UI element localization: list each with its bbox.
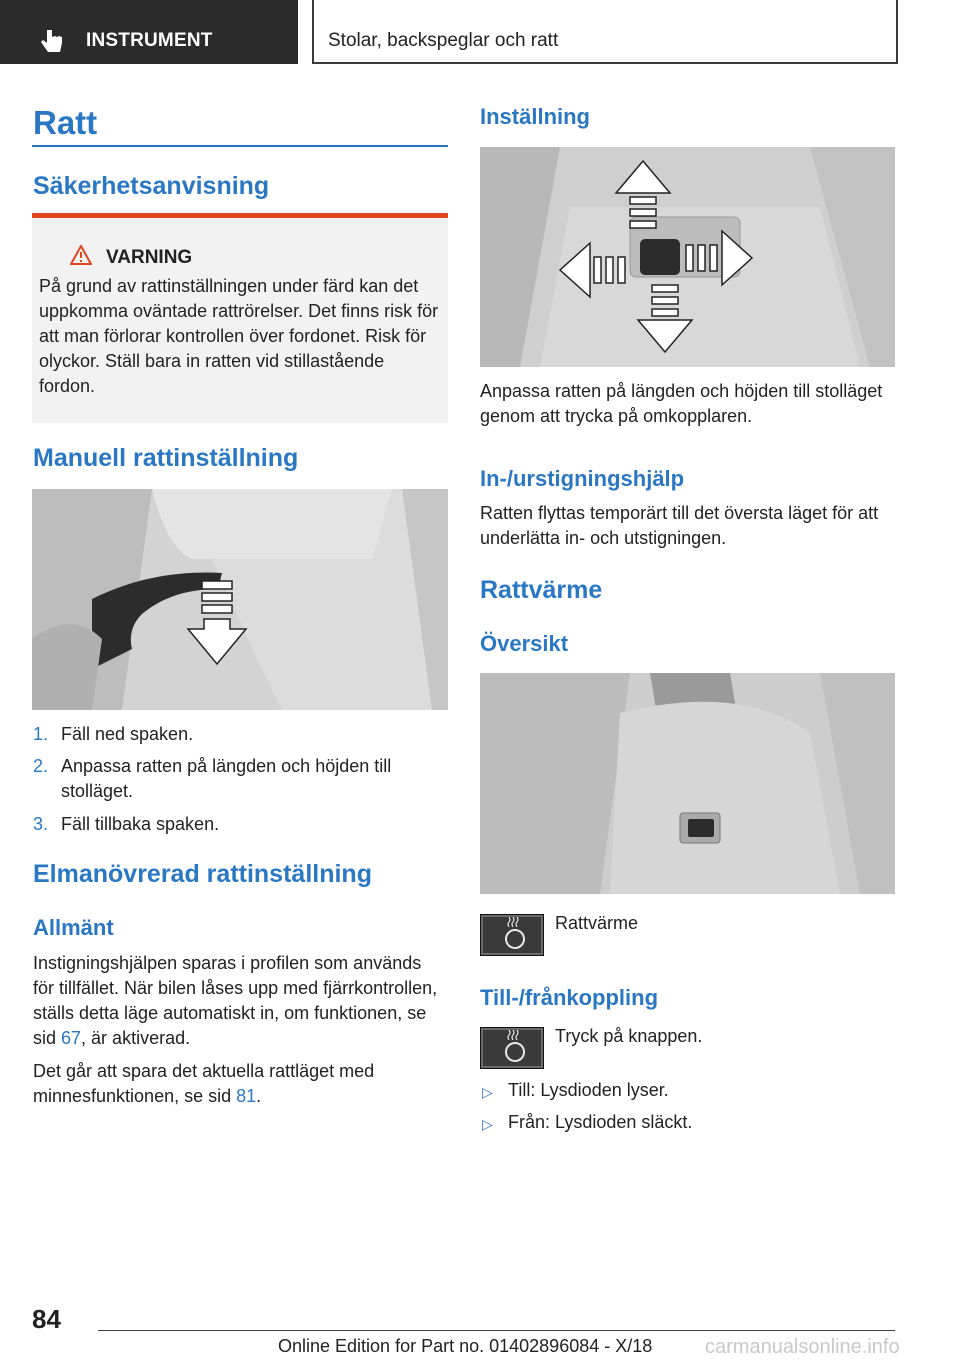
electric-adjust-heading: Elmanövrerad rattinställning <box>33 860 372 888</box>
bullet-text: Från: Lysdioden släckt. <box>508 1112 693 1132</box>
entry-memory-paragraph: Instigningshjälpen sparas i profilen som används för tillfället. När bilen låses upp med fjärrkontrollen, ställs detta läge automatiskt in, om funktionen, se sid 67, är aktiverad. <box>33 953 438 1048</box>
warning-box <box>32 213 448 423</box>
steering-wheel-icon <box>505 929 525 949</box>
step-number: 3. <box>33 814 49 834</box>
safety-heading: Säkerhetsanvisning <box>33 172 270 200</box>
page-title: Ratt <box>33 104 98 141</box>
step-text: Anpassa ratten på längden och höjden till stolläget. <box>61 756 392 801</box>
steering-heating-button-icon <box>480 1027 544 1069</box>
warning-triangle-icon <box>70 245 92 265</box>
manual-adjust-heading: Manuell rattinställning <box>33 444 299 472</box>
heat-waves-icon <box>507 917 519 927</box>
bullet-triangle-icon: ▷ <box>482 1116 493 1132</box>
warning-title: VARNING <box>106 247 193 268</box>
setting-heading: Inställning <box>480 104 590 129</box>
lever-drawing <box>32 489 448 710</box>
switch-illustration <box>480 147 895 367</box>
step-text: Fäll ned spaken. <box>61 724 194 744</box>
footer-rule <box>98 1330 895 1331</box>
step-number: 2. <box>33 756 49 776</box>
section-title: Stolar, backspeglar och ratt <box>328 30 559 51</box>
steering-heating-button-icon <box>480 914 544 956</box>
toggle-heading: Till-/frånkoppling <box>480 985 659 1010</box>
steering-wheel-icon <box>505 1042 525 1062</box>
lever-illustration <box>32 489 448 710</box>
toggle-text: Tryck på knappen. <box>555 1026 703 1046</box>
page-number: 84 <box>32 1304 61 1334</box>
title-rule <box>32 145 448 147</box>
section-header <box>312 0 898 64</box>
warning-text: På grund av rattinställningen under färd kan det uppkomma oväntade rattrörelser. Det finns risk för att man förlorar kontrollen över fordonet. Risk för olyckor. Ställ bara in ratten vid stillastående fordon. <box>39 276 439 396</box>
heat-waves-icon <box>507 1030 519 1040</box>
watermark: carmanualsonline.info <box>705 1336 900 1358</box>
edition-text: Online Edition for Part no. 01402896084 - X/18 <box>278 1336 653 1356</box>
heating-drawing <box>480 673 895 894</box>
entry-assist-heading: In-/urstigningshjälp <box>480 466 685 491</box>
switch-drawing <box>480 147 895 367</box>
heating-label: Rattvärme <box>555 913 639 933</box>
general-heading: Allmänt <box>33 915 114 940</box>
bullet-text: Till: Lysdioden lyser. <box>508 1080 669 1100</box>
heating-button-illustration <box>480 673 895 894</box>
entry-assist-text: Ratten flyttas temporärt till det översta läget för att underlätta in- och utstigningen. <box>480 503 879 548</box>
overview-heading: Översikt <box>480 631 569 656</box>
page-link-81[interactable]: 81 <box>236 1086 257 1106</box>
step-text: Fäll tillbaka spaken. <box>61 814 220 834</box>
chapter-tab[interactable] <box>0 0 298 64</box>
hand-pointer-icon <box>38 28 66 54</box>
heating-heading: Rattvärme <box>480 576 603 604</box>
page-link-67[interactable]: 67 <box>61 1028 82 1048</box>
bullet-triangle-icon: ▷ <box>482 1084 493 1100</box>
setting-text: Anpassa ratten på längden och höjden till stolläget genom att trycka på omkopplaren. <box>480 381 883 426</box>
memory-paragraph: Det går att spara det aktuella rattläget med minnesfunktionen, se sid 81. <box>33 1061 375 1106</box>
step-number: 1. <box>33 724 49 744</box>
chapter-title: INSTRUMENT <box>86 30 213 51</box>
